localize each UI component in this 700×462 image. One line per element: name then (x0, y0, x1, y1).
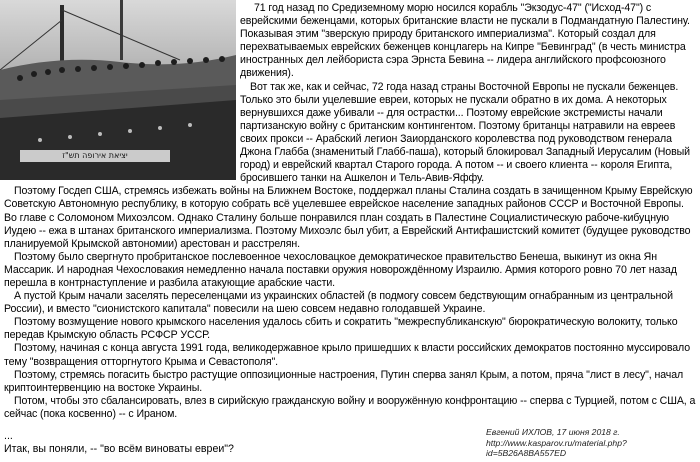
source-link[interactable]: http://www.kasparov.ru/material.php?id=5B26A8BA557ED (486, 437, 627, 458)
paragraph-7: Поэтому, начиная с конца августа 1991 года, великодержавное крыло пришедших к власти российских демократов постоянно муссировало тему "возвращения отторгнутого Крыма и Севастополя". (4, 342, 691, 368)
closing-question: Итак, вы поняли, -- "во всём виноваты евреи"? (4, 443, 234, 456)
paragraph-3: Поэтому Госдеп США, стремясь избежать войны на Ближнем Востоке, поддержал планы Сталина создать в зачищенном Крыму Еврейскую Советскую Автономную республику, в которую собрать всё уцелевшее еврейское население западных районов СССР и Восточной Европы. Во главе с Соломоном Михоэлсом. Однако Сталину больше понравился план создать в Палестине Социалистическую рабоче-кибуцную Иудею -- ежа в штанах британского империализма. Поэтому Михоэлс был убит, а Еврейский Антифашистский комитет (будущее руководство планируемой Крымской автономии) арестован и расстрелян. (4, 185, 693, 250)
closing-block (4, 430, 234, 456)
paragraph-9: Потом, чтобы это сбалансировать, влез в сирийскую гражданскую войну и вооружённую конфронтацию -- сперва с Турцией, потом с США, а сейчас (пока косвенно) -- с Ираном. (4, 394, 696, 420)
author-date: Евгений ИХЛОВ, 17 июня 2018 г. (486, 427, 620, 437)
ellipsis: ... (4, 430, 13, 442)
paragraph-1: 71 год назад по Средиземному морю носился корабль "Экзодус-47" ("Исход-47") с еврейскими беженцами, которых британские власти не пускали в Подмандатную Палестину. Показывая этим "зверскую природу британского империализма". Который создал для перехватываемых еврейских беженцев концлагерь на Кипре "Бевинград" (в честь министра иностранных дел лейбориста сэра Эрнста Бевина -- лидера английского профсоюзного движения). (240, 2, 690, 80)
signature (486, 427, 700, 459)
paragraph-2: Вот так же, как и сейчас, 72 года назад страны Восточной Европы не пускали беженцев. Только это были уцелевшие евреи, которых не пускали обратно в их дома. А некоторых вернувшихся даже убивали -- для острастки... Поэтому еврейские экстремисты начали партизанскую войну с британским контингентом. Поэтому британцы натравили на евреев своих прокси -- Арабский легион Заиорданского королевства под руководством генерала Джона Глабба (знаменитый Глабб-паша), который блокировал Западный Иерусалим (Новый город) и еврейский квартал Старого города. А потом -- и своего клиента -- короля Египта, бросившего танки на Ашкелон и Тель-Авив-Яффу. (240, 80, 690, 185)
paragraph-4: Поэтому было свергнуто пробританское послевоенное чехословацкое демократическое правительство Бенеша, выкинут из окна Ян Массарик. И народная Чехословакия немедленно начала поставки оружия новорождённому Израилю. Армия которого ровно 70 лет назад перешла в контрнаступление и разбила атакующие арабские части. (4, 250, 677, 289)
article-body (4, 2, 696, 421)
ship-banner-text: יציאת אירופה תש"ז (62, 151, 128, 160)
paragraph-6: Поэтому возмущение нового крымского населения удалось сбить и сократить "межреспубликанскую" бюрократическую волокиту, только передав Крымскую область РСФСР УССР. (4, 316, 678, 342)
paragraph-5: А пустой Крым начали заселять переселенцами из украинских областей (в подмогу совсем бедствующим огнабранным из центральной России), и вместо "сионистского капитала" повесили на шею совсем недавно голодавшей Украине. (4, 290, 673, 316)
paragraph-8: Поэтому, стремясь погасить быстро растущие оппозиционные настроения, Путин сперва занял Крым, а потом, пряча "лист в лесу", начал криптоинтервенцию на востоке Украины. (4, 368, 684, 394)
